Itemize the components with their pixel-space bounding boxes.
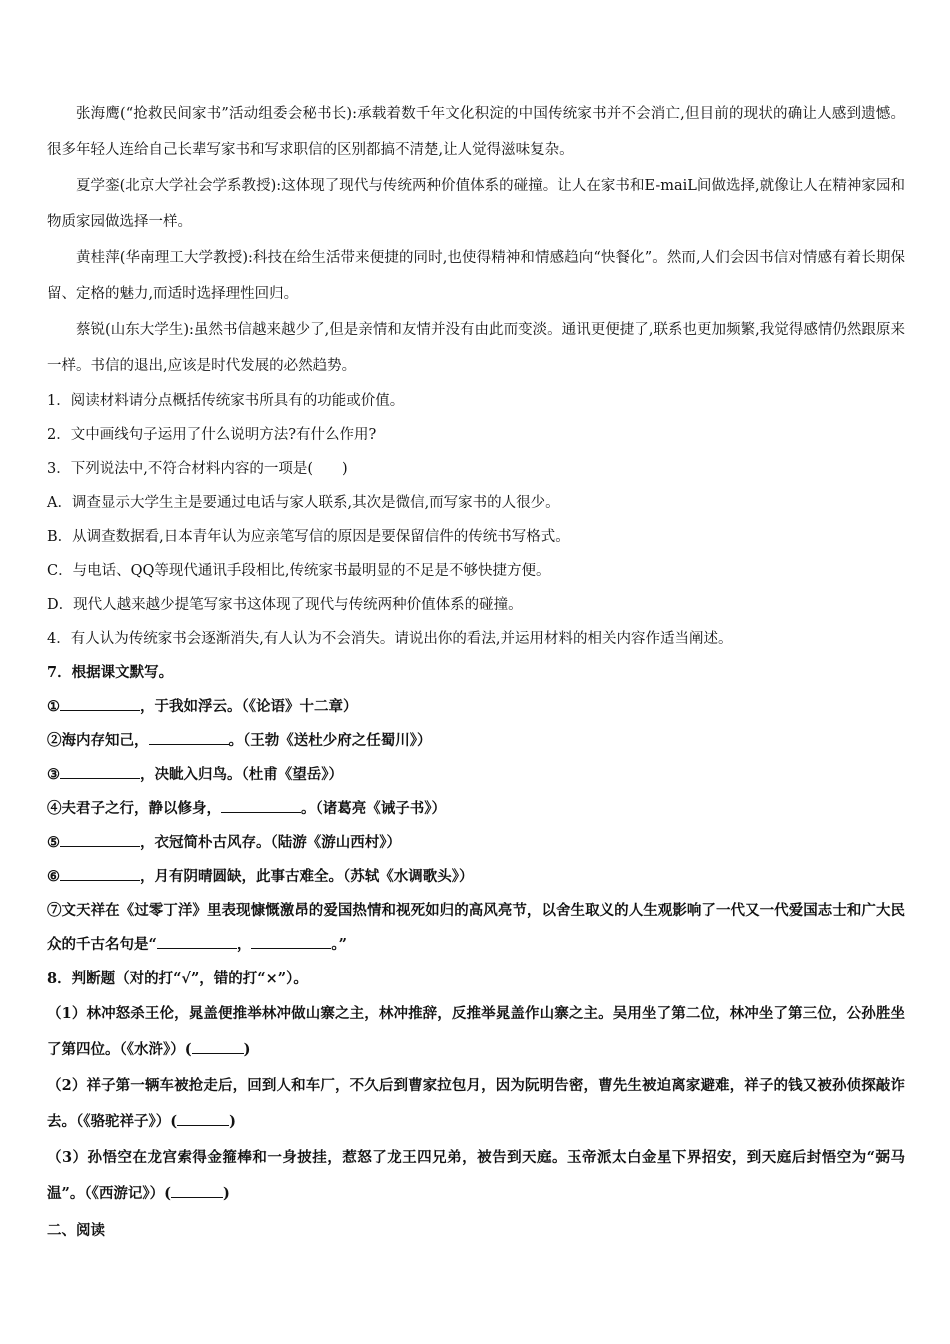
- question-2: 2．文中画线句子运用了什么说明方法?有什么作用?: [47, 427, 377, 443]
- question-4: 4．有人认为传统家书会逐渐消失,有人认为不会消失。请说出你的看法,并运用材料的相关内容作适当阐述。: [47, 631, 733, 647]
- opinion-paragraph-1: [47, 96, 905, 168]
- answer-blank: [251, 948, 331, 949]
- judgment-text: （2）祥子第一辆车被抢走后，回到人和车厂，不久后到曹家拉包月，因为阮明告密，曹先生被迫离家避难，祥子的钱又被孙侦探敲诈去。（《骆驼祥子》）(: [47, 1077, 905, 1130]
- question-8-title: 8．判断题（对的打“√”，错的打“×”）。: [47, 970, 308, 987]
- answer-blank: [60, 778, 140, 779]
- judgment-close: ): [229, 1113, 236, 1130]
- speaker-name: 黄桂萍(华南理工大学教授): [76, 250, 248, 266]
- dictation-pre: ⑥: [47, 868, 60, 885]
- answer-blank: [221, 812, 301, 813]
- opinion-text: :承载着数千年文化积淀的中国传统家书并不会消亡,但目前的现状的确让人感到遗憾。很多年轻人连给自己长辈写家书和写求职信的区别都搞不清楚,让人觉得滋味复杂。: [47, 106, 905, 158]
- opinion-text: :科技在给生活带来便捷的同时,也使得精神和情感趋向“快餐化”。然而,人们会因书信对情感有着长期保留、定格的魅力,而适时选择理性回归。: [47, 250, 905, 302]
- speaker-name: 蔡锐(山东大学生): [76, 322, 190, 338]
- dictation-pre: ④夫君子之行，静以修身，: [47, 800, 221, 817]
- dictation-post: 。（王勃《送杜少府之任蜀川》）: [228, 732, 432, 749]
- answer-blank: [60, 880, 140, 881]
- judgment-text: （3）孙悟空在龙宫索得金箍棒和一身披挂，惹怒了龙王四兄弟，被告到天庭。玉帝派太白金星下界招安，到天庭后封悟空为“弼马温”。（《西游记》）(: [47, 1149, 905, 1202]
- answer-blank: [60, 710, 140, 711]
- opinion-text: :虽然书信越来越少了,但是亲情和友情并没有由此而变淡。通讯更便捷了,联系也更加频繁,我觉得感情仍然跟原来一样。书信的退出,应该是时代发展的必然趋势。: [47, 322, 905, 374]
- dictation-item-5: [47, 826, 905, 860]
- option-d: D．现代人越来越少提笔写家书这体现了现代与传统两种价值体系的碰撞。: [47, 597, 523, 613]
- dictation-item-2: [47, 724, 905, 758]
- dictation-pre: ①: [47, 698, 60, 715]
- dictation-post: ，于我如浮云。（《论语》十二章）: [140, 698, 358, 715]
- question-1: 1．阅读材料请分点概括传统家书所具有的功能或价值。: [47, 393, 405, 409]
- answer-blank: [60, 846, 140, 847]
- dictation-item-3: [47, 758, 905, 792]
- dictation-pre: ⑤: [47, 834, 60, 851]
- option-a: A．调查显示大学生主是要通过电话与家人联系,其次是微信,而写家书的人很少。: [47, 495, 560, 511]
- opinion-paragraph-3: [47, 240, 905, 312]
- answer-blank: [171, 1197, 223, 1198]
- opinion-text: :这体现了现代与传统两种价值体系的碰撞。让人在家书和E-maiL间做选择,就像让人在精神家园和物质家园做选择一样。: [47, 178, 905, 230]
- answer-blank: [157, 948, 237, 949]
- judgment-text: （1）林冲怒杀王伦，晁盖便推举林冲做山寨之主，林冲推辞，反推举晁盖作山寨之主。吴用坐了第二位，林冲坐了第三位，公孙胜坐了第四位。（《水浒》）(: [47, 1005, 905, 1058]
- opinion-paragraph-2: [47, 168, 905, 240]
- section-heading-reading: 二、阅读: [47, 1222, 105, 1239]
- dictation-post: ，月有阴晴圆缺，此事古难全。（苏轼《水调歌头》）: [140, 868, 474, 885]
- judgment-close: ): [243, 1041, 251, 1058]
- dictation-post: 。”: [331, 936, 347, 953]
- dictation-pre: ⑦文天祥在《过零丁洋》里表现慷慨激昂的爱国热情和视死如归的高风亮节，以舍生取义的人生观影响了一代又一代爱国志士和广大民众的千古名句是“: [47, 902, 905, 953]
- answer-blank: [177, 1125, 229, 1126]
- dictation-post: ，衣冠简朴古风存。（陆游《游山西村》）: [140, 834, 401, 851]
- judgment-item-2: [47, 1068, 905, 1140]
- answer-blank: [192, 1053, 244, 1054]
- dictation-item-7: [47, 894, 905, 962]
- dictation-pre: ②海内存知己，: [47, 732, 149, 749]
- dictation-pre: ③: [47, 766, 60, 783]
- dictation-item-1: [47, 690, 905, 724]
- judgment-item-1: [47, 996, 905, 1068]
- judgment-close: ): [222, 1185, 230, 1202]
- dictation-item-6: [47, 860, 905, 894]
- dictation-post: ，决眦入归鸟。（杜甫《望岳》）: [140, 766, 343, 783]
- speaker-name: 张海鹰(“抢救民间家书”活动组委会秘书长): [76, 106, 353, 122]
- dictation-post: 。（诸葛亮《诫子书》）: [301, 800, 446, 817]
- option-c: C．与电话、QQ等现代通讯手段相比,传统家书最明显的不足是不够快捷方便。: [47, 563, 551, 579]
- option-b: B．从调查数据看,日本青年认为应亲笔写信的原因是要保留信件的传统书写格式。: [47, 529, 570, 545]
- judgment-item-3: [47, 1140, 905, 1212]
- dictation-mid: ，: [236, 936, 252, 953]
- answer-blank: [149, 744, 229, 745]
- question-3: 3．下列说法中,不符合材料内容的一项是( ): [47, 461, 348, 477]
- opinion-paragraph-4: [47, 312, 905, 384]
- document-page: [47, 96, 905, 1263]
- question-7-title: 7．根据课文默写。: [47, 664, 174, 681]
- speaker-name: 夏学銮(北京大学社会学系教授): [76, 178, 277, 194]
- dictation-item-4: [47, 792, 905, 826]
